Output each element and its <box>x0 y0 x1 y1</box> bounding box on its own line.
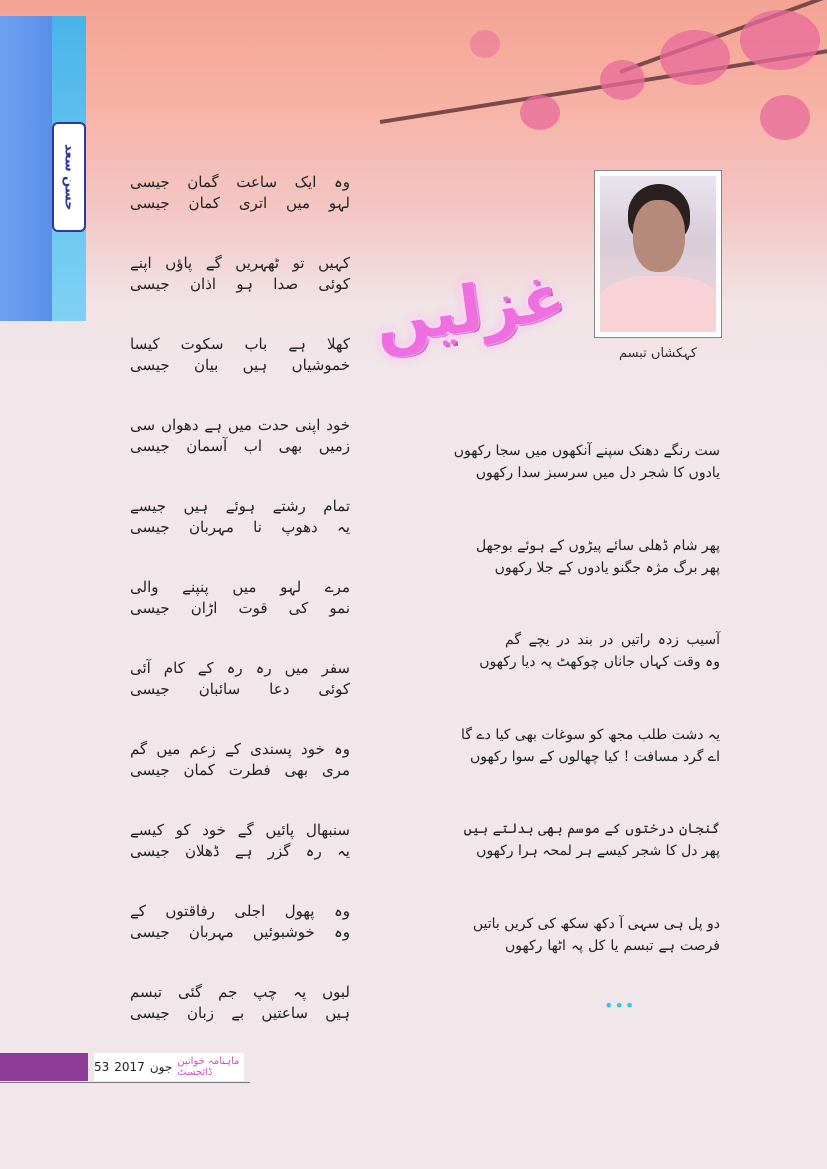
couplet <box>130 334 350 415</box>
couplet <box>130 172 350 253</box>
verse-line: سنبھال پائیں گے خود کو کیسے <box>130 821 350 839</box>
footer-divider <box>0 1082 250 1083</box>
verse-line: وہ خوشبوئیں مہربان جیسی <box>130 922 350 941</box>
verse-line: یادوں کا شجر دل میں سرسبز سدا رکھوں <box>475 465 720 481</box>
poet-photo <box>594 170 722 338</box>
couplet <box>130 739 350 820</box>
couplet <box>472 913 720 1008</box>
verse-line: وہ خود پسندی کے زعم میں گم <box>130 740 350 758</box>
couplet <box>130 901 350 982</box>
blossom-decoration <box>600 60 645 100</box>
verse-line: فرصت ہے تبسم یا کل پہ اٹھا رکھوں <box>505 937 720 954</box>
verse-line: آسیب زدہ راتیں در بند در یچے گم <box>505 632 720 648</box>
verse-line: لہو میں اتری کمان جیسی <box>130 193 350 212</box>
blossom-decoration <box>470 30 500 58</box>
verse-line: ہیں ساعتیں بے زبان جیسی <box>130 1003 350 1022</box>
verse-line: وہ پھول اجلی رفاقتوں کے <box>130 902 350 920</box>
verse-line: وہ وقت کہاں جاناں چوکھٹ پہ دیا رکھوں <box>479 654 720 670</box>
verse-line: سفر میں رہ رہ کے کام آئی <box>130 659 350 677</box>
verse-line: مری بھی فطرت کمان جیسی <box>130 760 350 779</box>
verse-line: یہ رہ گزر ہے ڈھلان جیسی <box>130 841 350 860</box>
issue-year: 2017 <box>114 1060 145 1074</box>
verse-line: کہیں تو ٹھہریں گے پاؤں اپنے <box>130 254 350 272</box>
verse-line: زمیں بھی اب آسمان جیسی <box>130 436 350 455</box>
verse-line: کوئی صدا ہو اذان جیسی <box>130 274 350 293</box>
couplet <box>453 440 720 535</box>
couplet <box>130 496 350 577</box>
verse-line: ست رنگے دھنک سپنے آنکھوں میں سجا رکھوں <box>453 443 720 459</box>
verse-line: اے گرد مسافت ! کیا چھالوں کے سوا رکھوں <box>469 748 720 765</box>
verse-line: یہ دشت طلب مجھ کو سوغات بھی کیا دے گا <box>461 726 720 743</box>
verse-line: خموشیاں ہیں بیان جیسی <box>130 355 350 374</box>
poem-left <box>130 172 350 1063</box>
couplet <box>130 982 350 1063</box>
poem-right <box>453 440 720 1007</box>
blossom-decoration <box>740 10 820 70</box>
verse-line: یہ دھوپ نا مہربان جیسی <box>130 517 350 536</box>
couplet <box>130 820 350 901</box>
verse-line: پھر دل کا شجر کیسے ہر لمحہ ہرا رکھوں <box>476 843 720 859</box>
page-number: 53 <box>94 1060 110 1074</box>
couplet <box>463 818 720 913</box>
footer-info <box>94 1053 244 1081</box>
blossom-decoration <box>520 95 560 130</box>
verse-line: کوئی دعا سائبان جیسی <box>130 679 350 698</box>
couplet <box>130 415 350 496</box>
magazine-name: ماہنامہ خواتین ڈائجسٹ <box>177 1056 240 1078</box>
verse-line: مرے لہو میں پنپنے والی <box>130 578 350 596</box>
footer-bar <box>0 1053 88 1081</box>
poet-name: کہکشاں تبسم <box>618 346 697 361</box>
issue-month: جون <box>149 1060 173 1074</box>
couplet <box>130 253 350 334</box>
verse-line: خود اپنی حدت میں ہے دھواں سی <box>130 416 350 434</box>
couplet <box>130 658 350 739</box>
couplet <box>461 724 720 819</box>
verse-line: وہ ایک ساعت گمان جیسی <box>130 173 350 191</box>
couplet <box>475 535 720 630</box>
section-tag <box>52 122 86 232</box>
side-strip <box>0 16 52 321</box>
verse-line: پھر شام ڈھلی سائے پیڑوں کے ہوئے بوجھل <box>475 537 720 554</box>
verse-line: کھلا ہے باب سکوت کیسا <box>130 335 350 353</box>
section-tag-label: حسن سعد <box>61 143 77 211</box>
blossom-decoration <box>660 30 730 85</box>
page-title: غزلیں <box>370 260 570 360</box>
end-ornament: ••• <box>604 996 636 1015</box>
verse-line: پھر برگ مژہ جگنو یادوں کے جلا رکھوں <box>494 559 720 576</box>
verse-line: نمو کی قوت اڑان جیسی <box>130 598 350 617</box>
couplet <box>479 629 720 724</box>
verse-line: گنجان درختوں کے موسم بھی بدلتے ہیں <box>463 821 720 837</box>
couplet <box>130 577 350 658</box>
verse-line: دو پل ہی سہی آ دکھ سکھ کی کریں باتیں <box>472 915 720 932</box>
verse-line: لبوں پہ چپ جم گئی تبسم <box>130 983 350 1001</box>
verse-line: تمام رشتے ہوئے ہیں جیسے <box>130 497 350 515</box>
blossom-decoration <box>760 95 810 140</box>
